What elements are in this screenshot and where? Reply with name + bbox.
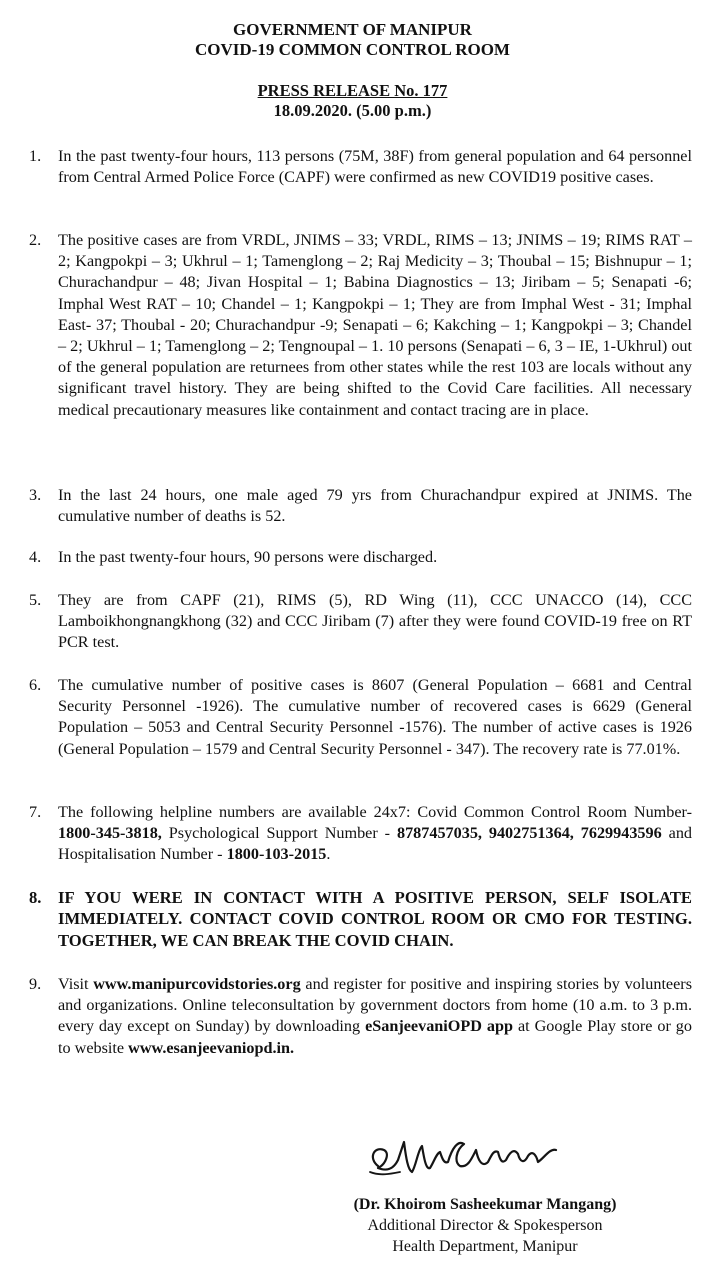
item-number: 1.: [29, 147, 42, 165]
list-item-9: [29, 974, 692, 1059]
signatory-department: Health Department, Manipur: [392, 1238, 578, 1255]
item-text: Visit: [58, 975, 94, 993]
item-text: and Hospitalisation Number -: [58, 824, 693, 864]
control-room-heading: COVID-19 COMMON CONTROL ROOM: [195, 40, 510, 59]
esanjeevani-website-link[interactable]: www.esanjeevaniopd.in.: [128, 1038, 295, 1057]
item-number: 6.: [29, 676, 42, 694]
list-item-2: [29, 230, 692, 421]
list-item-1: [29, 146, 692, 188]
handwritten-signature: [360, 1128, 590, 1188]
item-number: 4.: [29, 548, 42, 566]
signatory-name: (Dr. Khoirom Sasheekumar Mangang): [353, 1196, 617, 1213]
list-item-8-notice: [29, 887, 692, 951]
press-release-number: PRESS RELEASE No. 177: [257, 81, 448, 100]
press-release-date: 18.09.2020. (5.00 p.m.): [273, 101, 432, 120]
government-heading: GOVERNMENT OF MANIPUR: [233, 20, 472, 39]
item-text: at Google Play store or go to website: [58, 1017, 692, 1057]
esanjeevani-app-name: eSanjeevaniOPD app: [365, 1017, 514, 1036]
item-text: and register for positive and inspiring stories by volunteers and organizations. Online teleconsultation by government doctors from home (10 a.m. to 3 p.m. every day except on Sunday) by downloading: [58, 975, 692, 1036]
signatory-designation: Additional Director & Spokesperson: [367, 1217, 603, 1234]
item-number: 5.: [29, 591, 42, 609]
item-text: The cumulative number of positive cases is 8607 (General Population – 6681 and Central Security Personnel -1926). The cumulative number of recovered cases is 6629 (General Population – 5053 and Central Security Personnel -1576). The number of active cases is 1926 (General Population – 1579 and Central Security Personnel - 347). The recovery rate is 77.01%.: [58, 676, 692, 758]
item-text: The positive cases are from VRDL, JNIMS – 33; VRDL, RIMS – 13; JNIMS – 19; RIMS RAT – 2; Kangpokpi – 3; Ukhrul – 1; Tamenglong – 2; Raj Medicity – 3; Thoubal – 15; Bishnupur – 1; Churachandpur – 48; Jivan Hospital – 1; Babina Diagnostics – 13; Jiribam – 5; Senapati -6; Imphal West RAT – 10; Chandel – 1; Kangpokpi – 1; They are from Imphal West - 31; Imphal East- 37; Thoubal - 20; Churachandpur -9; Senapati – 6; Kakching – 1; Kangpokpi – 3; Chandel – 2; Ukhrul – 1; Tamenglong – 2; Tengnoupal – 1. 10 persons (Senapati – 6, 3 – IE, 1-Ukhrul) out of the general population are returnees from other states while the rest 103 are locals without any significant travel history. They are being shifted to the Covid Care facilities. All necessary medical precautionary measures like containment and contact tracing are in place.: [58, 231, 692, 419]
item-text: .: [326, 845, 331, 864]
list-item-5: [29, 590, 692, 654]
list-item-3: [29, 485, 692, 527]
control-room-number: 1800-345-3818,: [58, 824, 162, 843]
list-item-7-helplines: [29, 802, 693, 866]
item-text: In the last 24 hours, one male aged 79 yrs from Churachandpur expired at JNIMS. The cumulative number of deaths is 52.: [58, 486, 692, 526]
psychological-support-numbers: 8787457035, 9402751364, 7629943596: [396, 824, 662, 843]
stories-website-link[interactable]: www.manipurcovidstories.org: [93, 975, 301, 993]
item-text: IF YOU WERE IN CONTACT WITH A POSITIVE PERSON, SELF ISOLATE IMMEDIATELY. CONTACT COVID CONTROL ROOM OR CMO FOR TESTING. TOGETHER, WE CAN BREAK THE COVID CHAIN.: [58, 888, 692, 950]
item-text: In the past twenty-four hours, 113 persons (75M, 38F) from general population and 64 personnel from Central Armed Police Force (CAPF) were confirmed as new COVID19 positive cases.: [58, 147, 692, 187]
item-text: The following helpline numbers are available 24x7: Covid Common Control Room Number-: [58, 803, 692, 821]
hospitalisation-number: 1800-103-2015: [226, 845, 327, 864]
item-text: They are from CAPF (21), RIMS (5), RD Wing (11), CCC UNACCO (14), CCC Lamboikhongnangkhong (32) and CCC Jiribam (7) after they were found COVID-19 free on RT PCR test.: [58, 591, 692, 652]
item-number: 3.: [29, 486, 42, 504]
list-item-6: [29, 675, 692, 760]
item-number: 7.: [29, 803, 42, 821]
item-number: 8.: [29, 888, 42, 907]
list-item-4: [29, 547, 692, 568]
item-text: Psychological Support Number -: [161, 824, 397, 843]
item-number: 2.: [29, 231, 42, 249]
item-text: In the past twenty-four hours, 90 persons were discharged.: [58, 548, 438, 566]
item-number: 9.: [29, 975, 42, 993]
press-release-title: [0, 81, 705, 100]
